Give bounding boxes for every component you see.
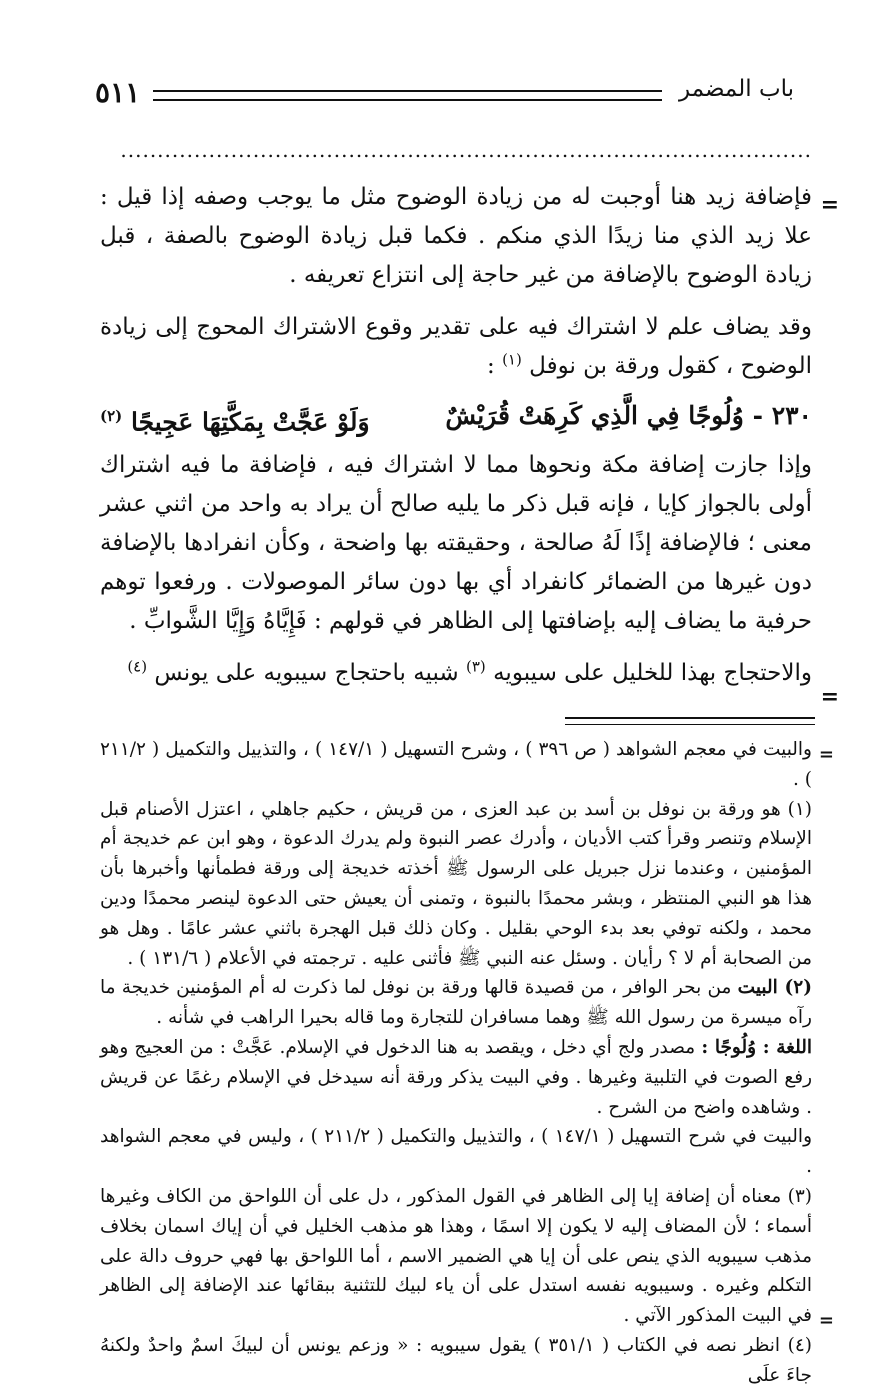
footnote-1: (١) هو ورقة بن نوفل بن أسد بن عبد العزى ، من قريش ، حكيم جاهلي ، اعتزل الأصنام قبل الإسلام وتنصر وقرأ كتب الأديان ، وأدرك عصر النبوة ولم يدرك الدعوة ، وهو ابن عم خديجة أم المؤمنين ، وعندما نزل جبريل على الرسول ﷺ أخذته خديجة إلى ورقة فطمأنها وأخبرها بأن هذا هو النبي المنتظر ، وبشر محمدًا بالنبوة ، وتمنى أن يعيش حتى الدعوة لينصر محمدًا ودين محمد ، ولكنه توفي بعد بدء الوحي بقليل . وكان ذلك قبل الهجرة باثني عشر عامًا . وهل هو من الصحابة أم لا ؟ رأيان . وسئل عنه النبي ﷺ فأثنى عليه . ترجمته في الأعلام ( ١٣١/٦ ) . [100,798,812,969]
dotted-separator: .............................................................................................. [120,140,812,160]
footnote-separator [565,717,815,725]
footnote-2-lead: (٢) البيت [737,977,812,999]
verse-second-hemistich [100,396,370,442]
footnote-2-text: من بحر الوافر ، من قصيدة قالها ورقة بن نوفل لما ذكرت له أم المؤمنين خديجة ما رآه ميسرة من رسول الله ﷺ وهما مسافران للتجارة وما قاله بحيرا الراهب في شأنه . [100,977,812,1029]
paragraph-4-text-b: شبيه باحتجاج سيبويه على يونس [154,660,466,687]
main-text [100,178,812,693]
footnote-continuation: والبيت في معجم الشواهد ( ص ٣٩٦ ) ، وشرح التسهيل ( ١٤٧/١ ) ، والتذييل والتكميل ( ٢١١/٢ ) . [100,739,812,790]
lugha-lead: اللغة : وُلُوجًا : [701,1036,812,1058]
continuation-mark-notes: = [818,744,834,765]
footnote-ref-2: (٢) [100,407,123,425]
verse-number: ٢٣٠ - [752,401,812,430]
paragraph-2-text: وقد يضاف علم لا اشتراك فيه على تقدير وقوع الاشتراك المحوج إلى زيادة الوضوح ، كقول ورقة بن نوفل [100,314,812,379]
lugha-text: مصدر ولج أي دخل ، ويقصد به هنا الدخول في الإسلام. عَجَّتْ : من العجيج وهو رفع الصوت في التلبية وغيرها . وفي البيت يذكر ورقة أنه سيدخل في الإسلام رغمًا عن قريش . وشاهده واضح من الشرح . [100,1036,812,1118]
footnote-4: (٤) انظر نصه في الكتاب ( ٣٥١/١ ) يقول سيبويه : « وزعم يونس أن لبيكَ اسمٌ واحدٌ ولكنهُ جاءَ علَى [100,1334,812,1386]
footnotes [100,735,812,1391]
paragraph-2 [100,308,812,386]
continuation-mark-bottom: = [818,1310,834,1331]
header-double-rule [153,90,662,101]
footnote-ref-4: (٤) [127,657,148,676]
paragraph-3: وإذا جازت إضافة مكة ونحوها مما لا اشتراك فيه ، فإضافة ما فيه اشتراك أولى بالجواز كإيا ، فإنه قبل ذكر ما يليه صالح أن يراد به واحد من اثني عشر معنى ؛ فالإضافة إذًا لَهُ صالحة ، وحقيقته بها واضحة ، وكأن انفرادها بالإضافة دون غيرها من الضمائر كانفراد أي بها دون سائر الموصولات . ورفعوا توهم حرفية ما يضاف إليه بإضافتها إلى الظاهر في قولهم : فَإِيَّاهُ وَإِيَّا الشَّوابِّ . [100,452,813,635]
continuation-mark-top: = [820,192,839,218]
footnote-ref-1: (١) [502,350,522,369]
poetry-verse [100,396,812,442]
chapter-title: باب المضمر [679,76,794,102]
footnote-2-sources: والبيت في شرح التسهيل ( ١٤٧/١ ) ، والتذييل والتكميل ( ٢١١/٢ ) ، وليس في معجم الشواهد . [100,1126,813,1178]
verse-first-text: وُلُوجًا فِي الَّذِي كَرِهَتْ قُرَيْشٌ [445,401,744,430]
page-header [95,72,794,112]
footnote-2 [100,973,812,1033]
paragraph-4 [100,654,812,693]
footnote-3: (٣) معناه أن إضافة إيا إلى الظاهر في القول المذكور ، دل على أن اللواحق من الكاف وغيرها أسماء ؛ لأن المضاف إليه لا يكون إلا اسمًا ، وهذا هو مذهب الخليل في أن إياك اسمان بخلاف مذهب سيبويه الذي ينص على أن إيا هي الضمير الاسم ، أما اللواحق بها فهي حروف دالة على التكلم وغيره . وسيبويه نفسه استدل على أن ياء لبيك للتثنية ببقائها عند الإضافة إلى الظاهر في البيت المذكور الآتي . [100,1185,812,1327]
page-number: ٥١١ [95,76,141,109]
footnote-2-lugha [100,1033,812,1122]
paragraph-1: فإضافة زيد هنا أوجبت له من زيادة الوضوح مثل ما يوجب وصفه إذا قيل : علا زيد الذي منا زيدًا الذي منكم . فكما قبل زيادة الوضوح بالصفة ، قبل زيادة الوضوح بالإضافة من غير حاجة إلى انتزاع تعريفه . [100,184,812,288]
paragraph-2-colon: : [487,353,503,379]
continuation-mark-body-end: = [820,684,839,710]
verse-second-text: وَلَوْ عَجَّتْ بِمَكَّتِهَا عَجِيجًا [131,407,370,437]
verse-first-hemistich [445,396,812,442]
paragraph-4-text-a: والاحتجاج بهذا للخليل على سيبويه [493,660,812,687]
footnote-ref-3: (٣) [466,657,486,676]
